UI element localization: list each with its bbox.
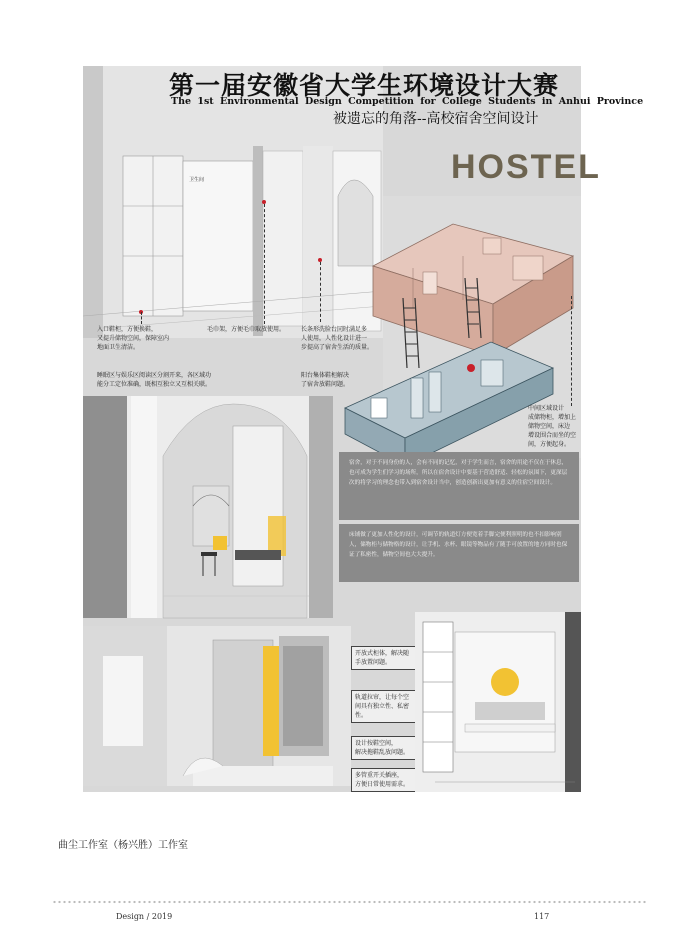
leader-line (264, 204, 265, 324)
note-towel-rack: 毛巾架，方便毛巾取放使用。 (207, 326, 286, 333)
note-washbasin: 长条形洗脸台同时满足多 人使用，人性化设计进一 步提高了宿舍生活的质量。 (301, 326, 374, 351)
description-dormitory: 宿舍，对于不同身份的人，会有不同的记忆，对于学生而言，宿舍的用途不仅在于休息，也可成为学生们学习的场所，所以在宿舍设计中要基于营造舒适、轻松的氛围下，更深层次的将学习的理念也带入到宿舍设计当中，创造创新出更加有意义的住宿空间设计。 (339, 452, 579, 520)
studio-credit: 曲尘工作室（杨兴胜）工作室 (58, 840, 188, 851)
leader-line (571, 296, 572, 406)
poster-title: 第一届安徽省大学生环境设计大赛 (169, 71, 560, 100)
poster-subtitle: 被遗忘的角落--高校宿舍空间设计 (333, 111, 539, 127)
note-shoe-space: 设计按鞋空间， 解决拖鞋乱放问题。 (351, 736, 417, 760)
description-bed-design: 床铺做了更加人性化的设计，可调节的轨道灯方便宽着手脚完便利照明的也不扣影响别人，储物柜与储物格的设计，让手机、水杯、眼镜等物品有了随手可放置的地方同时也保证了私密性，储物空间也大大提升。 (339, 524, 579, 582)
bunk-render (415, 612, 581, 792)
leader-line (320, 262, 321, 322)
door-sign: 卫生间 (189, 177, 205, 183)
competition-poster (83, 66, 644, 792)
storage-render (83, 626, 351, 786)
page-number: 117 (534, 912, 550, 921)
note-zoning: 睡眠区与娱乐区阅读区分割开来，各区域功 能分工定位准确，既相互独立又互相关联。 (97, 372, 212, 388)
bedroom-render (83, 396, 333, 618)
note-middle-storage: 中间区域设计 成储物柜，增加上 储物空间，床边 增设围合而坐的空 间，方便起身。 (528, 405, 577, 448)
leader-line (141, 312, 142, 324)
note-balcony-shoe-cabinet: 阳台集体鞋柜解决 了宿舍放鞋问题。 (301, 372, 350, 388)
note-power-socket: 多管重开关插座， 方便日常使用需求。 (351, 768, 417, 792)
hostel-logo: HOSTEL (451, 148, 601, 186)
footer-publication: Design / 2019 (116, 912, 173, 921)
note-open-cabinet: 开放式柜体，解决随 手放置问题。 (351, 646, 417, 670)
poster-title-english: The 1st Environmental Design Competition for College Students in Anhui Province (171, 96, 644, 107)
note-entrance-shoe-cabinet: 入口鞋柜，方便换鞋， 又提升储物空间，保障室内 地面卫生清洁。 (97, 326, 170, 351)
decorative-divider (52, 899, 648, 905)
note-track-curtain: 轨道拉帘，让每个空 间具有独立性、私密性。 (351, 690, 417, 723)
